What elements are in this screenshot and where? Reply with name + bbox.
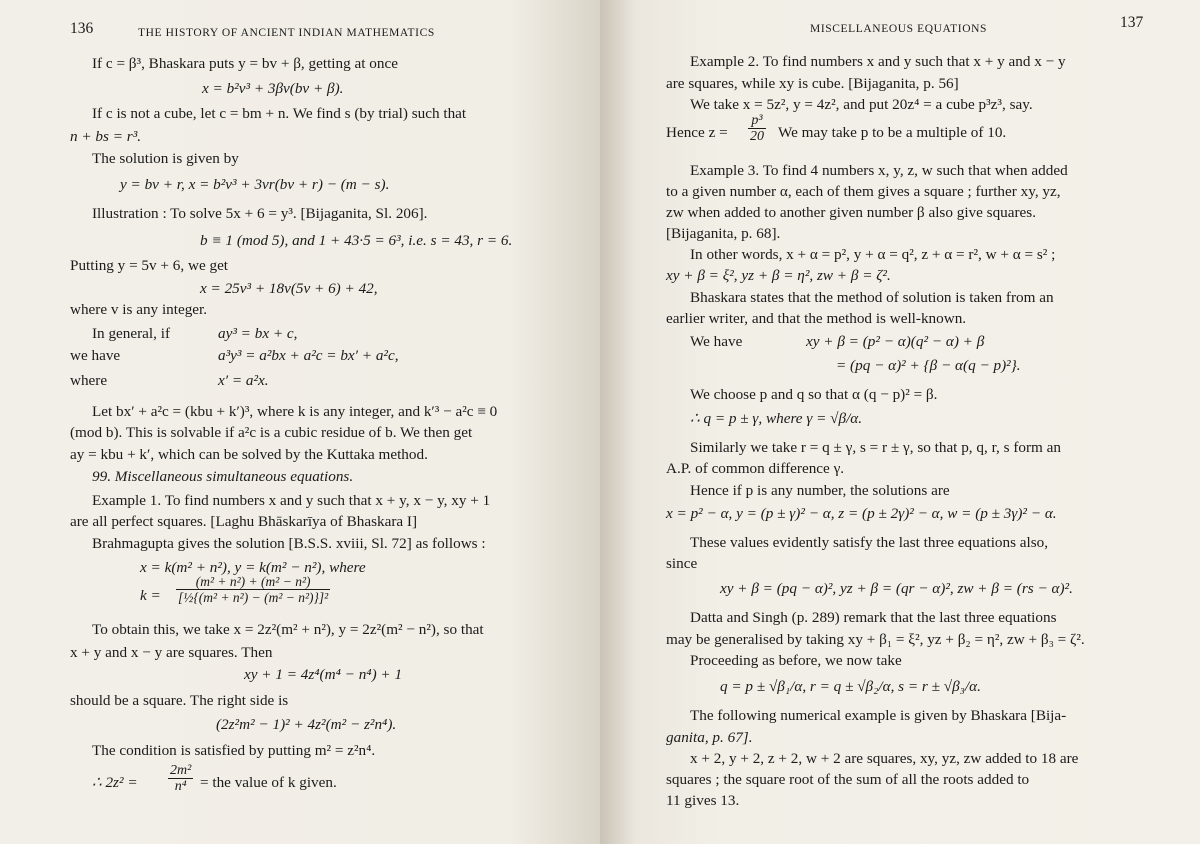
equation: (2z²m² − 1)² + 4z²(m² − z²n⁴). [216,716,397,733]
fraction-denominator: [½{(m² + n²) − (m² − n²)}]² [178,590,329,605]
fraction [168,763,193,794]
section-heading: 99. Miscellaneous simultaneous equations. [92,468,354,485]
text-line: Similarly we take r = q ± γ, s = r ± γ, so that p, q, r, s form an [690,439,1061,456]
text-line: Brahmagupta gives the solution [B.S.S. xviii, Sl. 72] as follows : [92,535,486,552]
text-line: = the value of k given. [200,774,337,791]
text-line: ay = kbu + k′, which can be solved by the Kuttaka method. [70,446,428,463]
example-line: Example 1. To find numbers x and y such that x + y, x − y, xy + 1 [92,492,491,509]
running-header: THE HISTORY OF ANCIENT INDIAN MATHEMATICS [138,27,435,39]
equation: x′ = a²x. [218,372,269,389]
text-line: A.P. of common difference γ. [666,460,845,477]
text-line: In other words, x + α = p², y + α = q², z + α = r², w + α = s² ; [690,246,1056,263]
text-line: earlier writer, and that the method is well-known. [666,310,967,327]
text-line: squares ; the square root of the sum of all the roots added to [666,771,1030,788]
fraction-numerator: p³ [748,113,766,129]
text-line: should be a square. The right side is [70,692,289,709]
equation: xy + β = ξ², yz + β = η², zw + β = ζ². [666,267,891,284]
equation: xy + β = (pq − α)², yz + β = (qr − α)², zw + β = (rs − α)². [720,580,1073,597]
equation: x = p² − α, y = (p ± γ)² − α, z = (p ± 2γ)² − α, w = (p ± 3γ)² − α. [666,505,1057,522]
text-line: We choose p and q so that α (q − p)² = β. [690,386,938,403]
equation: ∴ q = p ± γ, where γ = √β/α. [690,410,863,427]
example-line: Example 3. To find 4 numbers x, y, z, w such that when added [690,162,1068,179]
text-line: where v is any integer. [70,301,208,318]
equation: b ≡ 1 (mod 5), and 1 + 43·5 = 6³, i.e. s = 43, r = 6. [200,232,513,249]
text-line: Hence if p is any number, the solutions are [690,482,950,499]
text-line: In general, if [92,325,171,342]
equation: xy + 1 = 4z⁴(m⁴ − n⁴) + 1 [244,666,403,683]
text-line: we have [70,347,121,364]
equation: n + bs = r³. [70,128,142,145]
text-line: If c = β³, Bhaskara puts y = bv + β, getting at once [92,55,398,72]
equation: q = p ± √β₁/α, r = q ± √β₂/α, s = r ± √β₃/α. [720,678,981,695]
example-line: Example 2. To find numbers x and y such that x + y and x − y [690,53,1066,70]
equation: x = 25v³ + 18v(5v + 6) + 42, [200,280,378,297]
text-line: Datta and Singh (p. 289) remark that the last three equations [690,609,1057,626]
text-line: (mod b). This is solvable if a²c is a cubic residue of b. We then get [70,424,473,441]
text-line: x + y and x − y are squares. Then [70,644,273,661]
text-line: We may take p to be a multiple of 10. [778,124,1007,141]
text-line: These values evidently satisfy the last three equations also, [690,534,1049,551]
equation: ∴ 2z² = [92,774,138,791]
equation: ay³ = bx + c, [218,325,298,342]
fraction-numerator: 2m² [170,763,192,778]
fraction-denominator: 20 [750,129,764,144]
illustration-line: Illustration : To solve 5x + 6 = y³. [Bijaganita, Sl. 206]. [92,205,428,222]
text-line: [Bijaganita, p. 68]. [666,225,781,242]
text-line: are squares, while xy is cube. [Bijaganita, p. 56] [666,75,959,92]
equation: xy + β = (p² − α)(q² − α) + β [806,333,985,350]
equation: y = bv + r, x = b²v³ + 3vr(bv + r) − (m − s). [120,176,390,193]
text-line: Hence z = [666,124,728,141]
text-line: may be generalised by taking xy + β₁ = ξ², yz + β₂ = η², zw + β₃ = ζ². [666,631,1085,648]
text-line: to a given number α, each of them gives a square ; further xy, yz, [666,183,1061,200]
right-page [600,0,1200,844]
text-line: where [70,372,108,389]
page-number: 136 [70,20,94,37]
running-header: MISCELLANEOUS EQUATIONS [810,23,988,35]
page-number: 137 [1120,14,1144,31]
text-line: zw when added to another given number β also give squares. [666,204,1037,221]
text-line: ganita, p. 67]. [666,729,753,746]
equation: a³y³ = a²bx + a²c = bx′ + a²c, [218,347,399,364]
text-line: Proceeding as before, we now take [690,652,902,669]
text-line: Putting y = 5v + 6, we get [70,257,229,274]
text-line: since [666,555,698,572]
equation: x = b²v³ + 3βv(bv + β). [202,80,344,97]
text-line: We have [690,333,743,350]
text-line: We take x = 5z², y = 4z², and put 20z⁴ = a cube p³z³, say. [690,96,1033,113]
text-line: The following numerical example is given by Bhaskara [Bija- [690,707,1067,724]
equation-k: k = [140,587,161,604]
text-line: The condition is satisfied by putting m² = z²n⁴. [92,742,376,759]
fraction-numerator: (m² + n²) + (m² − n²) [176,574,330,590]
text-line: 11 gives 13. [666,792,740,809]
text-line: Bhaskara states that the method of solution is taken from an [690,289,1054,306]
equation: x = k(m² + n²), y = k(m² − n²), where [140,559,366,576]
text-line: are all perfect squares. [Laghu Bhāskarīya of Bhaskara I] [70,513,418,530]
fraction [748,113,766,144]
fraction-denominator: n⁴ [174,779,187,794]
fraction [176,574,330,605]
text-line: To obtain this, we take x = 2z²(m² + n²), y = 2z²(m² − n²), so that [92,621,484,638]
text-line: Let bx′ + a²c = (kbu + k′)³, where k is any integer, and k′³ − a²c ≡ 0 [92,403,498,420]
text-line: If c is not a cube, let c = bm + n. We find s (by trial) such that [92,105,467,122]
equation: = (pq − α)² + {β − α(q − p)²}. [836,357,1021,374]
text-line: The solution is given by [92,150,239,167]
text-line: x + 2, y + 2, z + 2, w + 2 are squares, xy, yz, zw added to 18 are [690,750,1079,767]
